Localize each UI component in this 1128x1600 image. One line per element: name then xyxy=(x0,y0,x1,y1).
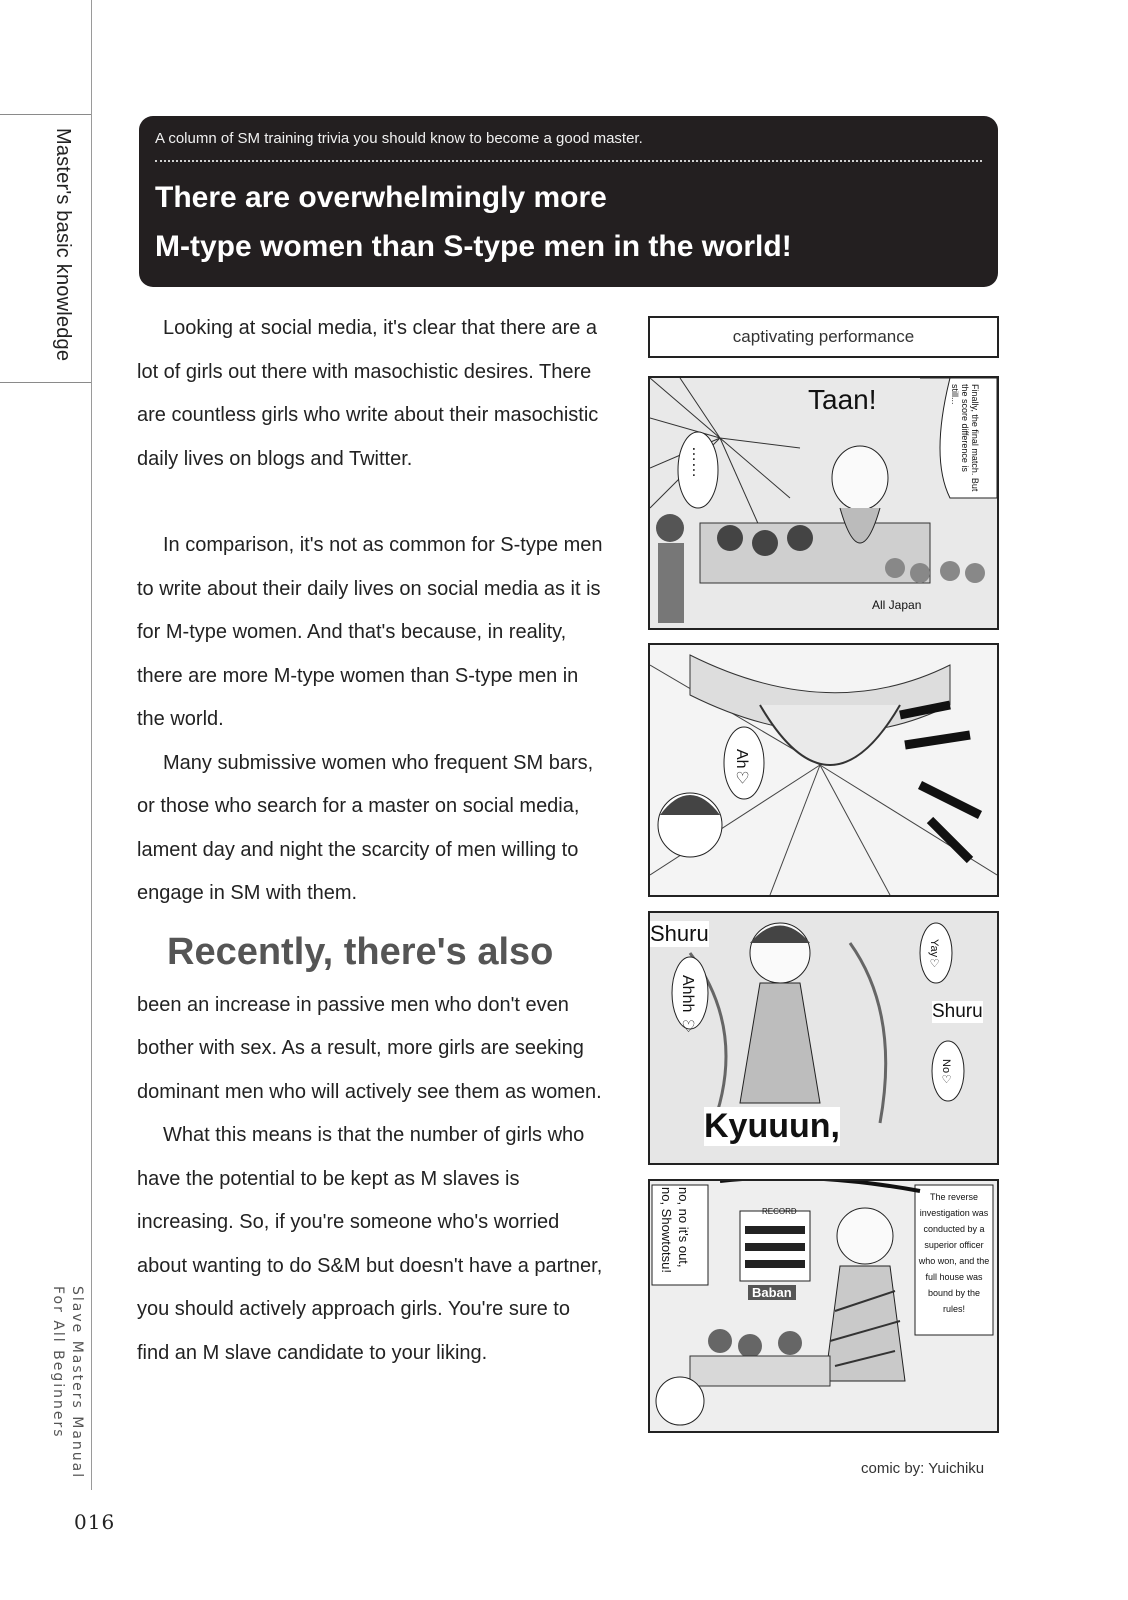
column-title-line1: There are overwhelmingly more xyxy=(155,181,607,214)
speech-ah: Ah♡ xyxy=(733,749,750,788)
paragraph-5: What this means is that the number of girls who have the potential to be kept as M slaves is increasing. So, if you're someone who's worried about wanting to do S&M but doesn't have a partner, you should actively approach girls. You're sure to find an M slave candidate to your liking. xyxy=(137,1124,603,1364)
record-board-label: RECORD xyxy=(762,1207,797,1216)
paragraph-3: Many submissive women who frequent SM bars, or those who search for a master on social media, lament day and night the scarcity of men willing to engage in SM with them. xyxy=(137,751,594,904)
banner-all-japan: All Japan xyxy=(872,598,922,612)
section-tab xyxy=(0,114,91,383)
comic-panel-4 xyxy=(648,1179,999,1433)
book-title-line2: For All Beginners xyxy=(50,1286,66,1439)
column-title xyxy=(155,173,985,271)
speech-ahhh: Ahhh ♡ xyxy=(679,975,696,1036)
section-tab-label: Master's basic knowledge xyxy=(52,128,74,362)
paragraph-4-lead: Recently, there's also xyxy=(167,930,554,973)
column-header xyxy=(139,116,998,287)
sfx-shuru-right: Shuru xyxy=(932,1001,983,1022)
narration-reverse: The reverse investigation was conducted by a superior officer who won, and the full house was bound by the rules! xyxy=(918,1192,990,1314)
comic-credit: comic by: Yuichiku xyxy=(861,1460,985,1477)
sfx-taan: Taan! xyxy=(808,384,877,415)
comic-panel-3 xyxy=(648,911,999,1165)
column-kicker: A column of SM training trivia you should know to become a good master. xyxy=(155,130,643,147)
speech-no: No♡ xyxy=(940,1059,952,1087)
paragraph-4: Recently, there's also been an increase in passive men who don't even bother with sex. As a result, more girls are seeking dominant men who will actively see them as women. xyxy=(137,920,607,1115)
book-title-line1: Slave Masters Manual xyxy=(69,1286,85,1480)
comic-panel-1 xyxy=(648,376,999,630)
nameplate-baban: Baban xyxy=(748,1285,796,1300)
sfx-shuru-left: Shuru xyxy=(650,921,709,946)
speech-no-no: no, no it's out, no, Showtotsu! xyxy=(659,1187,691,1273)
book-title-vertical xyxy=(48,1286,86,1479)
speech-yay: Yay♡ xyxy=(928,939,940,971)
article-body xyxy=(137,307,607,1375)
comic-panel-2 xyxy=(648,643,999,897)
comic-title: captivating performance xyxy=(648,316,999,358)
paragraph-2: In comparison, it's not as common for S-type men to write about their daily lives on social media as it is for M-type women. And that's because, in reality, there are more M-type women than S-type men in the world. xyxy=(137,534,603,730)
page-margin-rule xyxy=(91,0,92,1490)
paragraph-1: Looking at social media, it's clear that there are a lot of girls out there with masochistic desires. There are countless girls who write about their masochistic daily lives on blogs and Twitter. xyxy=(137,317,599,470)
narration-box: Finally, the final match. But the score difference is still... xyxy=(950,384,980,492)
panel-2-illustration xyxy=(650,645,997,895)
page-number: 016 xyxy=(74,1510,116,1534)
column-title-line2: M-type women than S-type men in the world! xyxy=(155,230,792,263)
sfx-kyuuun: Kyuuun, xyxy=(704,1107,840,1145)
dotted-divider xyxy=(155,160,982,162)
speech-ellipsis: …… xyxy=(689,446,706,478)
